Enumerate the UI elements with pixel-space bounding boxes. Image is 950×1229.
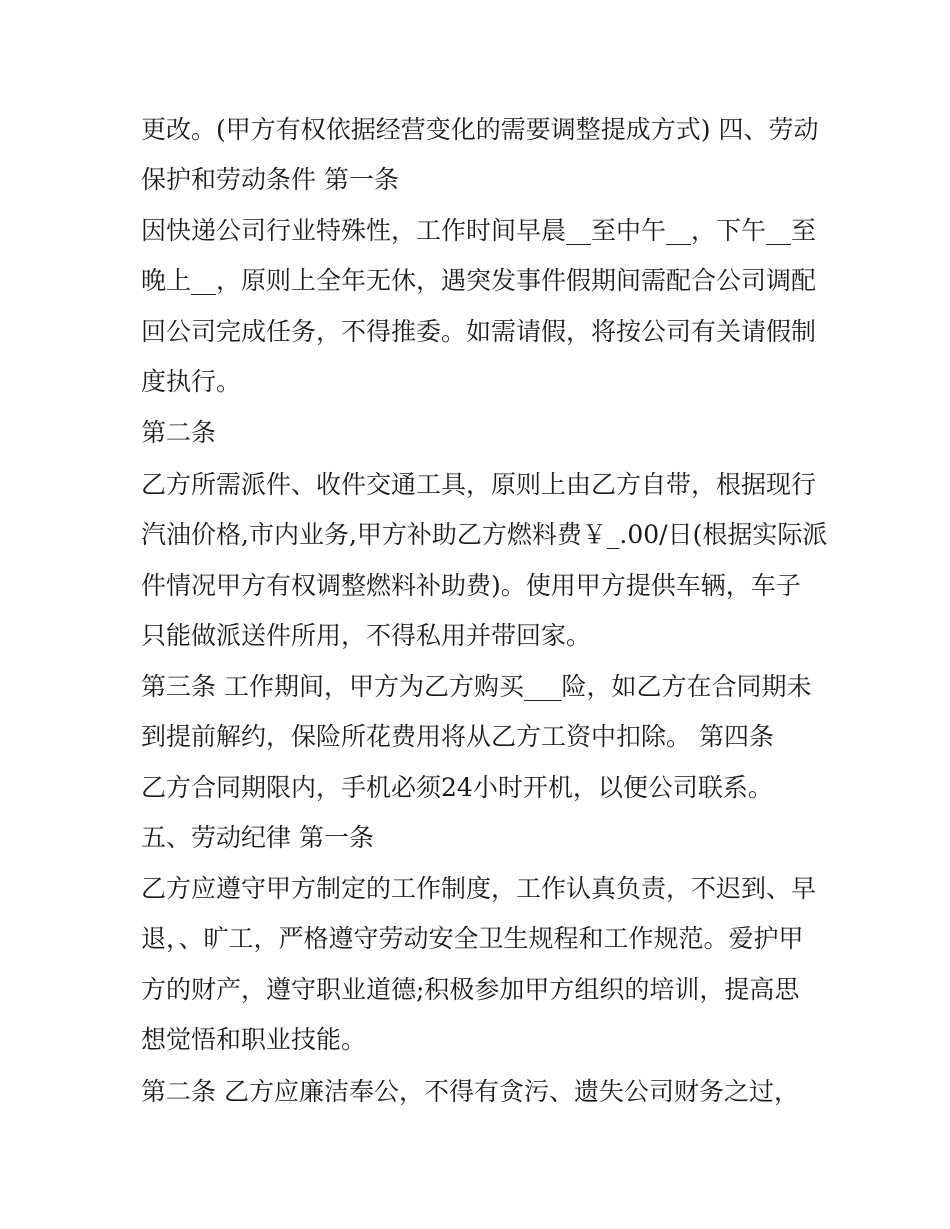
text-line-13: 到提前解约，保险所花费用将从乙方工资中扣除。 第四条 [141, 722, 774, 751]
text-line-7: 第二条 [141, 418, 217, 447]
text-line-2: 保护和劳动条件 第一条 [141, 165, 399, 194]
text-line-4: 晚上__，原则上全年无休，遇突发事件假期间需配合公司调配 [141, 266, 817, 295]
text-line-8: 乙方所需派件、收件交通工具，原则上由乙方自带，根据现行 [141, 470, 817, 499]
text-line-9: 汽油价格,市内业务,甲方补助乙方燃料费￥_.00/日(根据实际派 [141, 520, 828, 549]
text-line-12: 第三条 工作期间，甲方为乙方购买___险，如乙方在合同期未 [141, 672, 812, 701]
text-line-16: 乙方应遵守甲方制定的工作制度，工作认真负责，不迟到、早 [141, 874, 817, 903]
text-line-10: 件情况甲方有权调整燃料补助费)。使用甲方提供车辆，车子 [141, 571, 801, 600]
text-line-3: 因快递公司行业特殊性，工作时间早晨__至中午__，下午__至 [141, 216, 817, 245]
text-line-19: 想觉悟和职业技能。 [141, 1025, 367, 1054]
text-line-18: 方的财产，遵守职业道德;积极参加甲方组织的培训，提高思 [141, 975, 800, 1004]
text-line-11: 只能做派送件所用，不得私用并带回家。 [141, 621, 592, 650]
text-line-17: 退，、旷工，严格遵守劳动安全卫生规程和工作规范。爱护甲 [141, 924, 804, 953]
text-line-6: 度执行。 [141, 367, 242, 396]
text-line-20: 第二条 乙方应廉洁奉公，不得有贪污、遗失公司财务之过， [141, 1077, 799, 1106]
text-line-5: 回公司完成任务，不得推委。如需请假，将按公司有关请假制 [141, 317, 817, 346]
text-line-15: 五、劳动纪律 第一条 [141, 823, 374, 852]
text-line-14: 乙方合同期限内，手机必须24小时开机，以便公司联系。 [141, 773, 773, 802]
text-line-1: 更改。(甲方有权依据经营变化的需要调整提成方式) 四、劳动 [141, 115, 819, 144]
